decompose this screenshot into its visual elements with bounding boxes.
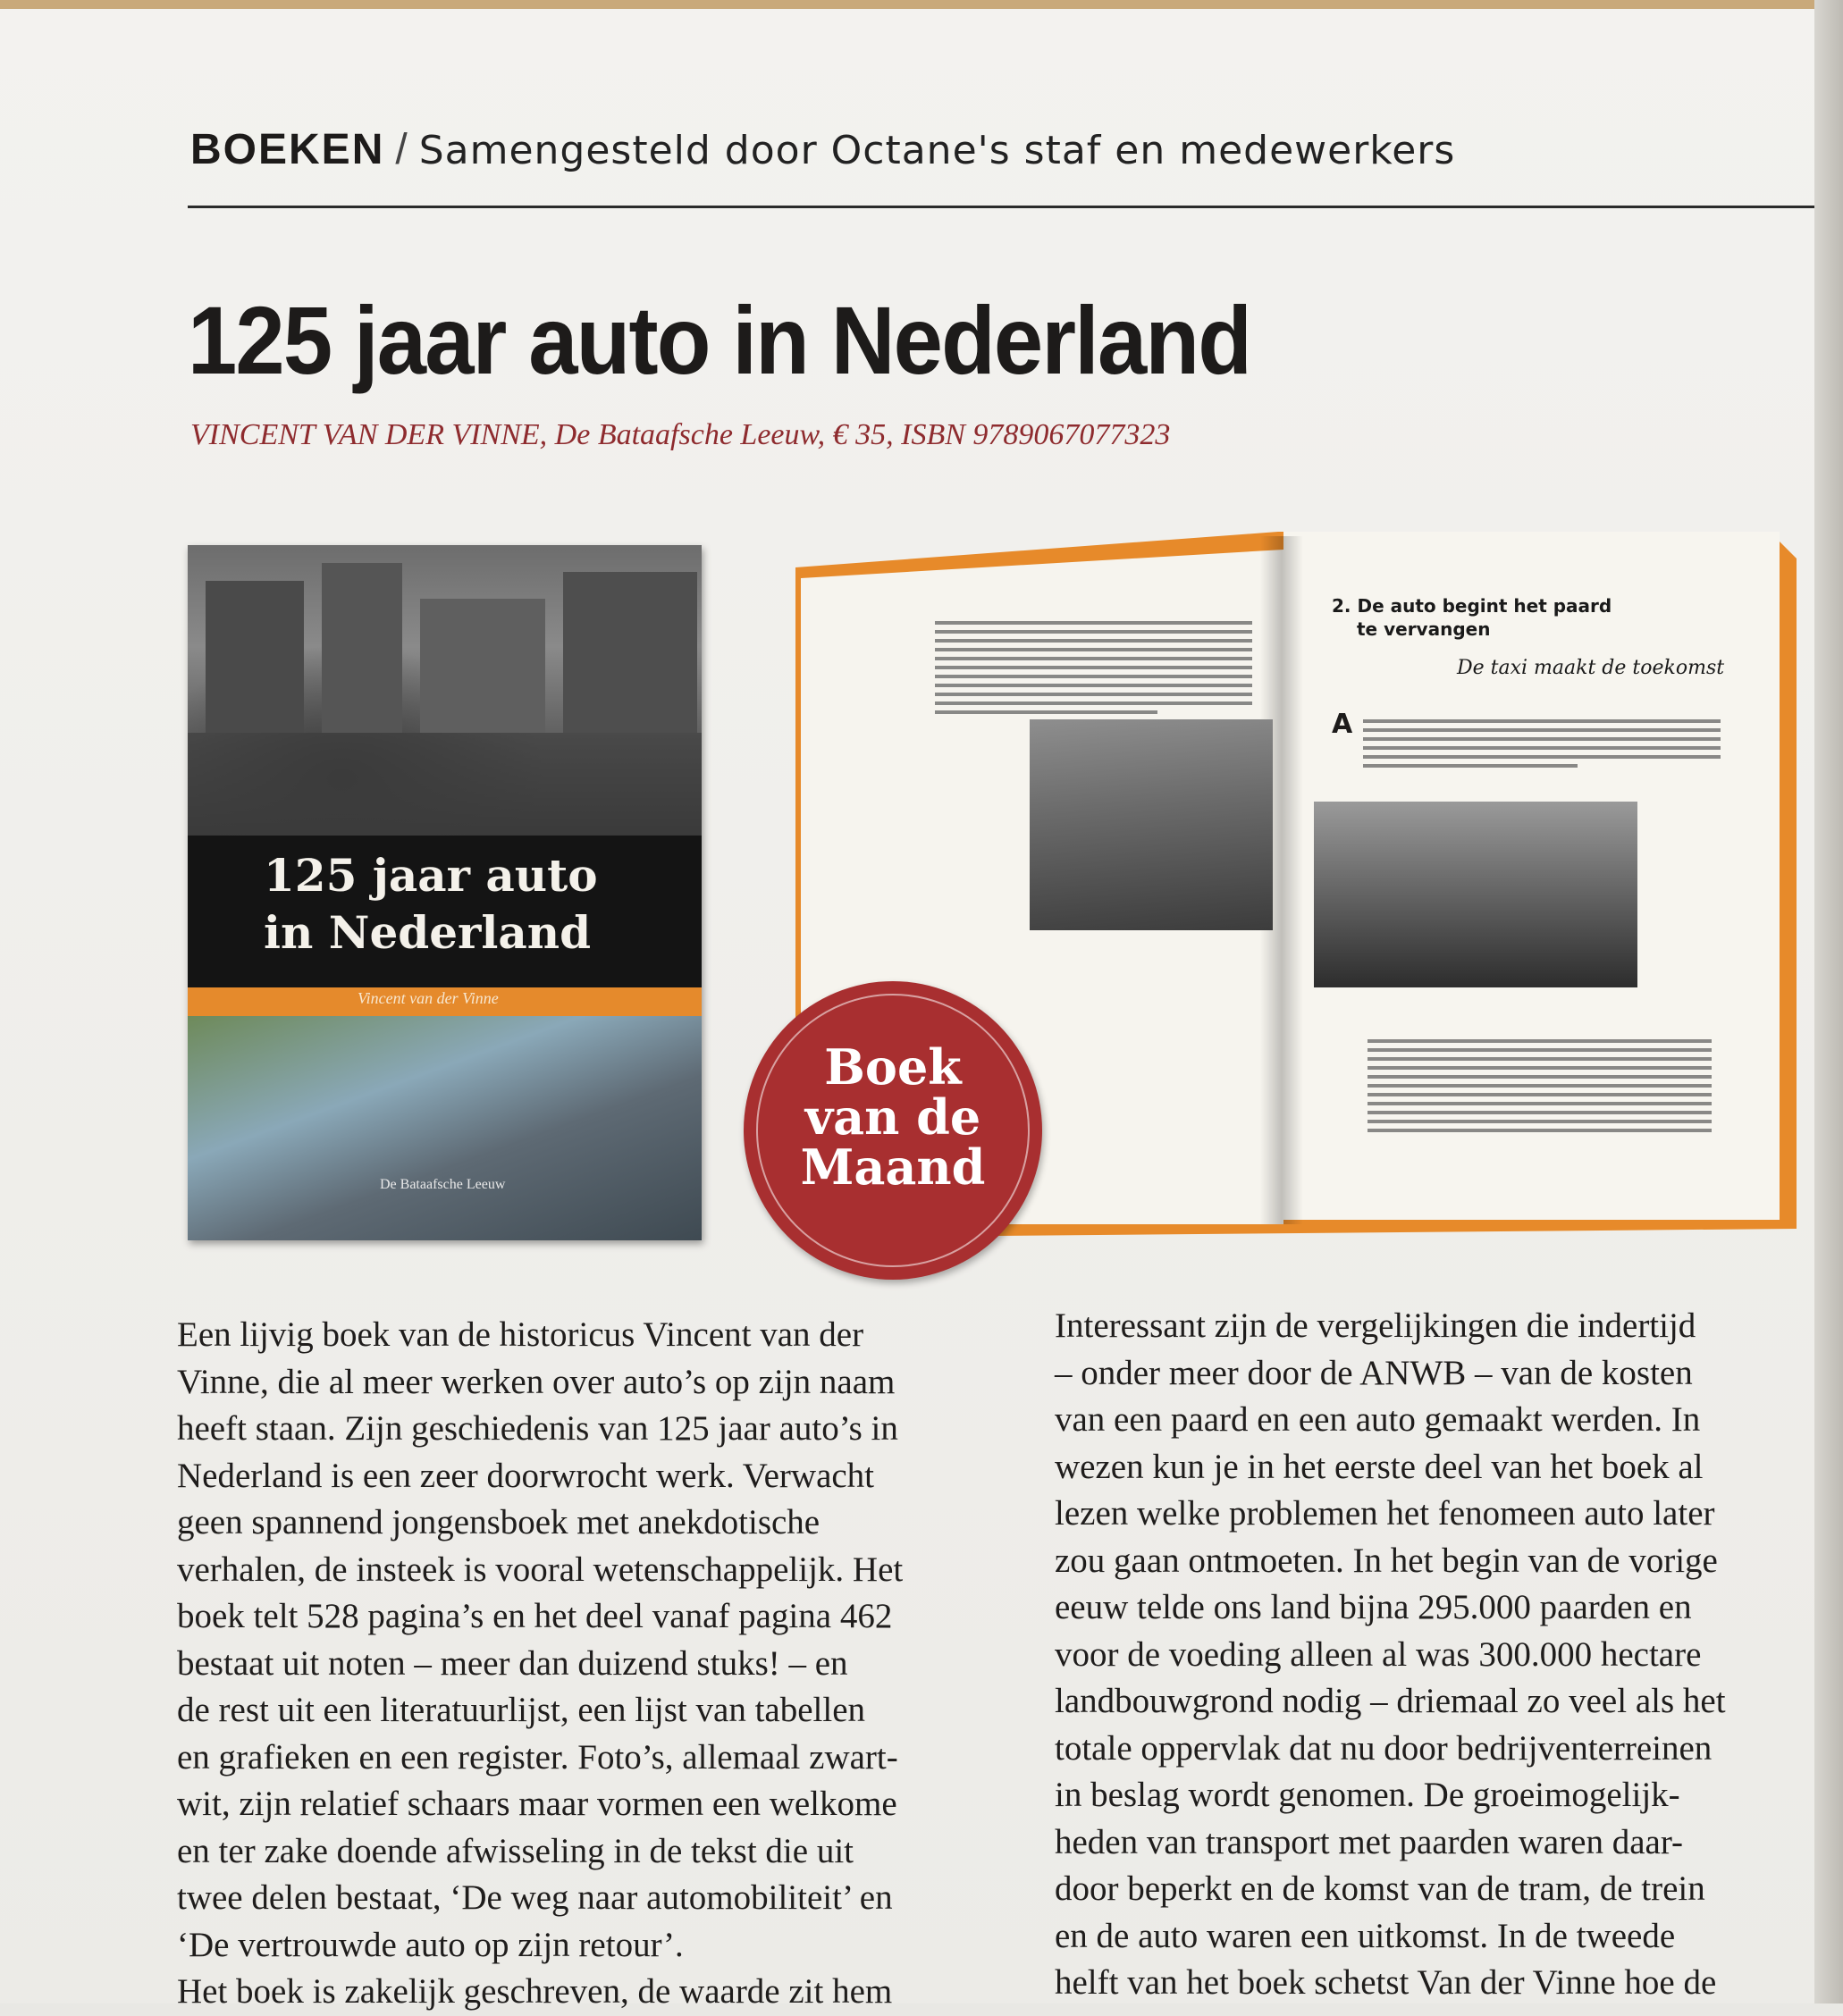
body-text-line: Vinne, die al meer werken over auto’s op zijn naam <box>177 1362 896 1401</box>
body-text-line: en grafieken en een register. Foto’s, allemaal zwart- <box>177 1737 898 1777</box>
body-text-line: boek telt 528 pagina’s en het deel vanaf pagina 462 <box>177 1597 893 1635</box>
page-right-edge <box>1814 0 1843 2003</box>
badge-text <box>744 1038 1042 1196</box>
body-text-line: van een paard en een auto gemaakt werden. In <box>1055 1400 1701 1439</box>
body-text-line: en de auto waren een uitkomst. In de tweede <box>1055 1916 1676 1955</box>
boek-van-de-maand-badge <box>744 981 1042 1280</box>
page-text-block <box>1363 719 1721 773</box>
body-text-line: en ter zake doende afwisseling in de tekst die uit <box>177 1831 854 1870</box>
chapter-title-line: 2. De auto begint het paard <box>1332 595 1612 617</box>
section-subtitle: Samengesteld door Octane's staf en medewerkers <box>418 128 1456 173</box>
spread-chapter-title <box>1332 594 1612 641</box>
body-text-line: verhalen, de insteek is vooral wetenschappelijk. Het <box>177 1550 904 1589</box>
spread-dropcap: A <box>1332 709 1353 740</box>
badge-text-line: Maand <box>800 1138 986 1196</box>
body-text-line: heeft staan. Zijn geschiedenis van 125 jaar auto’s in <box>177 1409 898 1448</box>
body-text-line: Het boek is zakelijk geschreven, de waarde zit hem <box>177 1972 893 2011</box>
page-text-block <box>935 621 1252 719</box>
body-text-line: – onder meer door de ANWB – van de kosten <box>1055 1353 1693 1392</box>
cover-publisher: De Bataafsche Leeuw <box>380 1177 506 1192</box>
page-text-block <box>1368 1039 1712 1138</box>
body-text-line: de rest uit een literatuurlijst, een lijst van tabellen <box>177 1691 866 1729</box>
body-text-line: door beperkt en de komst van de tram, de trein <box>1055 1869 1705 1908</box>
body-text-line: in beslag wordt genomen. De groeimogelijk- <box>1055 1776 1680 1814</box>
body-text-line: landbouwgrond nodig – driemaal zo veel als het <box>1055 1682 1726 1720</box>
body-text-line: zou gaan ontmoeten. In het begin van de vorige <box>1055 1541 1718 1580</box>
article-title: 125 jaar auto in Nederland <box>188 286 1251 394</box>
body-text-line: Nederland is een zeer doorwrocht werk. Verwacht <box>177 1456 875 1495</box>
cover-author: Vincent van der Vinne <box>358 989 499 1007</box>
cover-title-line: in Nederland <box>264 906 592 959</box>
body-text-line: helft van het boek schetst Van der Vinne hoe de <box>1055 1963 1717 2002</box>
body-text-line: wit, zijn relatief schaars maar vormen een welkome <box>177 1785 897 1823</box>
body-text-line: eeuw telde ons land bijna 295.000 paarden en <box>1055 1588 1692 1626</box>
badge-text-line: van de <box>804 1088 981 1146</box>
body-text-line: geen spannend jongensboek met anekdotische <box>177 1503 821 1541</box>
cover-title <box>264 847 598 962</box>
cover-historic-photo <box>188 545 702 836</box>
article-byline: VINCENT VAN DER VINNE, De Bataafsche Leeuw, € 35, ISBN 9789067077323 <box>190 418 1171 451</box>
cover-title-line: 125 jaar auto <box>264 849 598 902</box>
body-text-line: heden van transport met paarden waren daar- <box>1055 1822 1684 1861</box>
cover-modern-photo <box>188 1016 702 1240</box>
chapter-title-line: te vervangen <box>1357 618 1491 640</box>
page-top-edge <box>0 0 1843 9</box>
body-column-right <box>1055 1303 1726 2007</box>
section-separator: / <box>395 126 408 173</box>
body-text-line: twee delen bestaat, ‘De weg naar automobiliteit’ en <box>177 1878 893 1917</box>
body-text-line: ‘De vertrouwde auto op zijn retour’. <box>177 1925 684 1964</box>
section-kicker: BOEKEN <box>190 126 385 173</box>
header-rule <box>188 206 1814 208</box>
section-header <box>190 125 1455 188</box>
body-text-line: lezen welke problemen het fenomeen auto later <box>1055 1494 1715 1533</box>
spread-chapter-subtitle: De taxi maakt de toekomst <box>1457 657 1725 679</box>
spread-photo-left <box>1030 719 1273 930</box>
body-text-line: totale oppervlak dat nu door bedrijventerreinen <box>1055 1728 1713 1768</box>
body-text-line: wezen kun je in het eerste deel van het boek al <box>1055 1447 1704 1486</box>
body-text-line: Interessant zijn de vergelijkingen die indertijd <box>1055 1306 1696 1345</box>
body-text-line: voor de voeding alleen al was 300.000 hectare <box>1055 1634 1702 1674</box>
body-column-left <box>177 1312 903 2016</box>
book-cover-image <box>188 545 702 1240</box>
badge-text-line: Boek <box>824 1038 962 1096</box>
body-text-line: bestaat uit noten – meer dan duizend stuks! – en <box>177 1643 848 1683</box>
spread-photo-right <box>1314 802 1637 987</box>
body-text-line: Een lijvig boek van de historicus Vincent van der <box>177 1315 864 1354</box>
